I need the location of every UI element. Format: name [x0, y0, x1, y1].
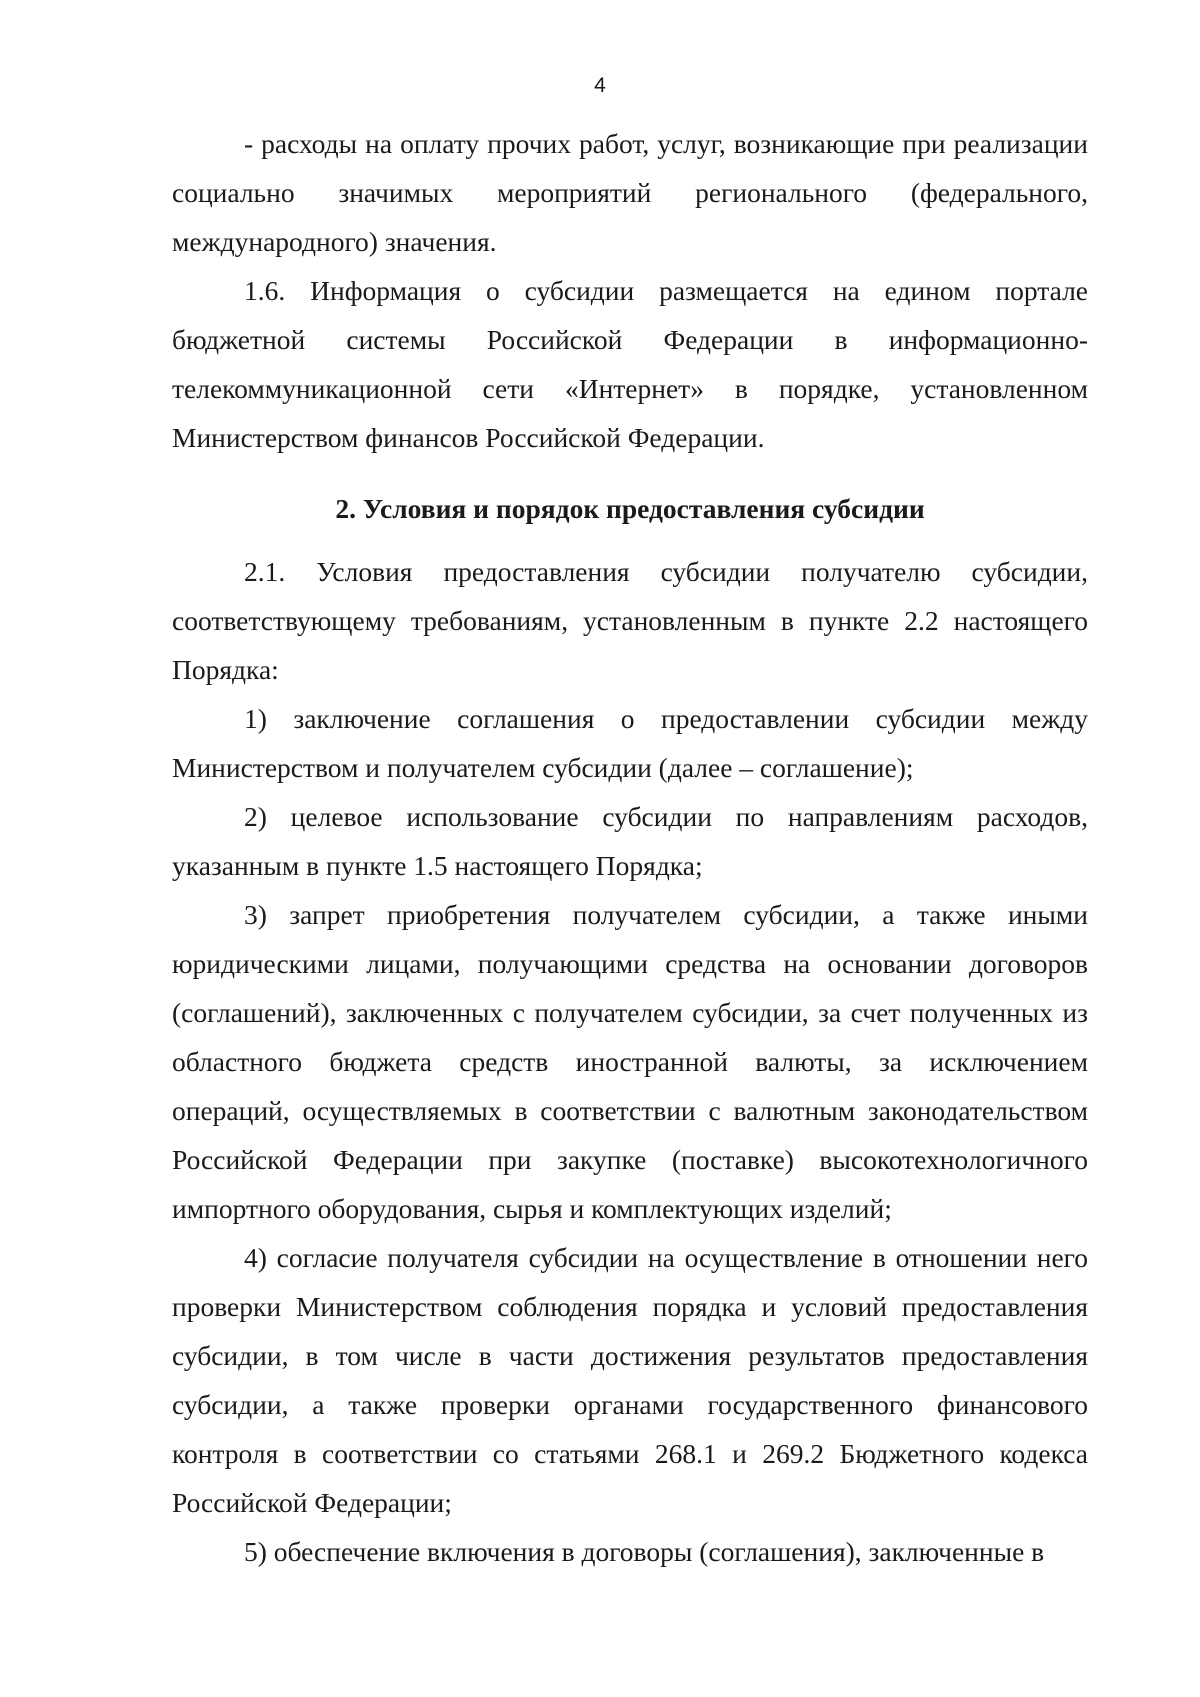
list-item-1: 1) заключение соглашения о предоставлении субсидии между Министерством и получателем субсидии (далее – соглашение);	[172, 703, 1088, 783]
list-item-3: 3) запрет приобретения получателем субсидии, а также иными юридическими лицами, получающими средства на основании договоров (соглашений), заключенных с получателем субсидии, за счет полученных из областного бюджета средств иностранной валюты, за исключением операций, осуществляемых в соответствии с валютным законодательством Российской Федерации при закупке (поставке) высокотехнологичного импортного оборудования, сырья и комплектующих изделий;	[172, 899, 1088, 1224]
list-item-4: 4) согласие получателя субсидии на осуществление в отношении него проверки Министерством соблюдения порядка и условий предоставления субсидии, в том числе в части достижения результатов предоставления субсидии, а также проверки органами государственного финансового контроля в соответствии со статьями 268.1 и 269.2 Бюджетного кодекса Российской Федерации;	[172, 1242, 1088, 1518]
document-body	[172, 119, 1088, 1576]
list-item-2: 2) целевое использование субсидии по направлениям расходов, указанным в пункте 1.5 настоящего Порядка;	[172, 801, 1088, 881]
paragraph-1-6: 1.6. Информация о субсидии размещается на едином портале бюджетной системы Российской Федерации в информационно-телекоммуникационной сети «Интернет» в порядке, установленном Министерством финансов Российской Федерации.	[172, 275, 1088, 453]
page-number: 4	[594, 74, 606, 97]
paragraph-expenses: - расходы на оплату прочих работ, услуг, возникающие при реализации социально значимых мероприятий регионального (федерального, международного) значения.	[172, 128, 1088, 257]
section-heading: 2. Условия и порядок предоставления субсидии	[335, 493, 925, 524]
list-item-5: 5) обеспечение включения в договоры (соглашения), заключенные в	[244, 1536, 1045, 1567]
paragraph-2-1: 2.1. Условия предоставления субсидии получателю субсидии, соответствующему требованиям, установленным в пункте 2.2 настоящего Порядка:	[172, 556, 1088, 685]
